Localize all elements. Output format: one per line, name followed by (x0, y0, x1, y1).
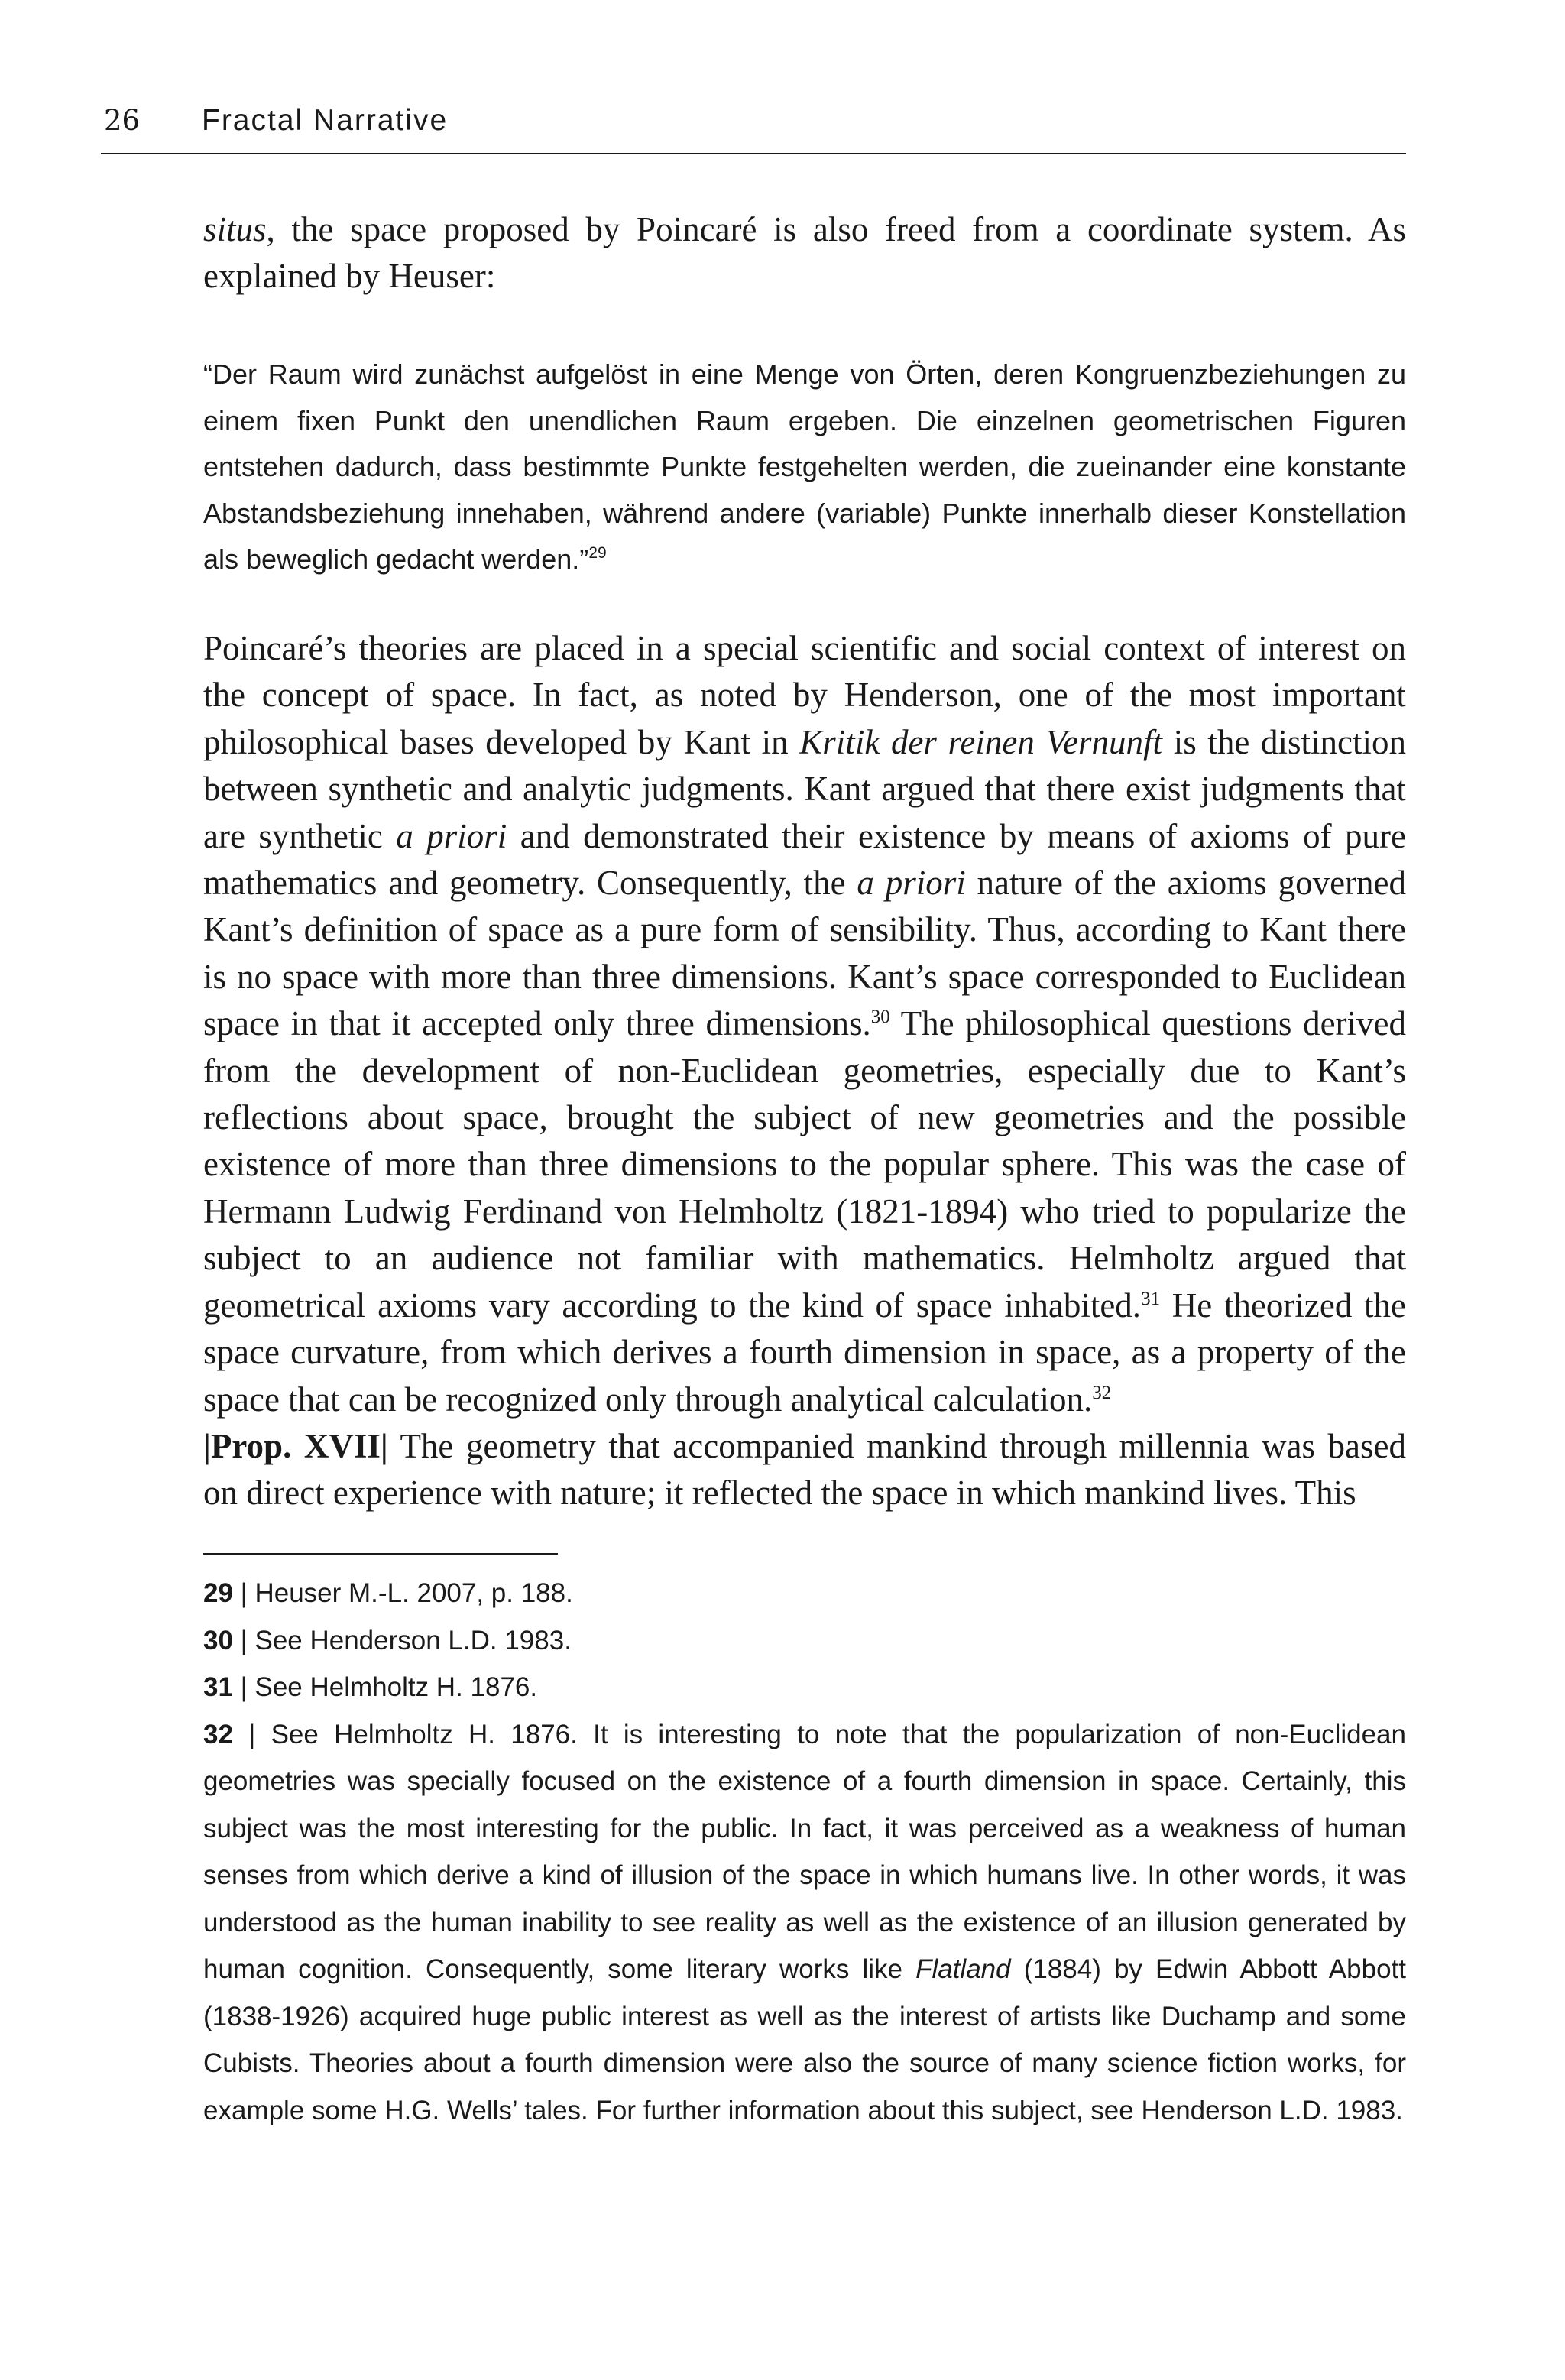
running-header (101, 102, 1406, 154)
quote-text: “Der Raum wird zunächst aufgelöst in eine Menge von Örten, deren Kongruenzbeziehungen zu einem fixen Punkt den unendlichen Raum ergeben. Die einzelnen geometrischen Figuren entstehen dadurch, dass bestimmte Punkte festgehelten werden, die zueinander eine konstante Abstandsbeziehung innehaben, während andere (variable) Punkte innerhalb dieser Konstellation als beweglich gedacht werden.” (203, 358, 1406, 576)
paragraph-text: is the distinction between synthetic and analytic judgments. Kant argued that there exist judgments that are synthetic (203, 722, 1406, 855)
italic-term-a-priori: a priori (396, 816, 507, 855)
footnote-divider (203, 1553, 558, 1555)
page-number: 26 (104, 104, 141, 137)
body-paragraph-1 (203, 206, 1406, 300)
italic-term-a-priori: a priori (857, 864, 966, 903)
footnote-text: | See Helmholtz H. 1876. It is interesting to note that the popularization of non-Euclidean geometries was specially focused on the existence of a fourth dimension in space. Certainly, this subject was the most interesting for the public. In fact, it was perceived as a weakness of human senses from which derive a kind of illusion of the space in which humans live. In other words, it was understood as the human inability to see reality as well as the existence of an illusion generated by human cognition. Consequently, some literary works like (203, 1719, 1406, 1984)
body-paragraph-3 (203, 1423, 1406, 1517)
paragraph-text: , the space proposed by Poincaré is also freed from a coordinate system. As explained by Heuser: (203, 210, 1406, 296)
footnote-ref-31[interactable]: 31 (1141, 1288, 1161, 1309)
footnote-number: 29 (203, 1578, 233, 1608)
footnote-number: 31 (203, 1672, 233, 1702)
paragraph-text: The geometry that accompanied mankind through millennia was based on direct experience with nature; it reflected the space in which mankind lives. This (203, 1427, 1406, 1513)
paragraph-text: He theorized the space curvature, from which derives a fourth dimension in space, as a property of the space that can be recognized only through analytical calculation. (203, 1286, 1406, 1419)
footnotes (203, 1570, 1406, 2134)
footnote-text: (1884) by Edwin Abbott Abbott (1838-1926) acquired huge public interest as well as the interest of artists like Duchamp and some Cubists. Theories about a fourth dimension were also the source of many science fiction works, for example some H.G. Wells’ tales. For further information about this subject, see Henderson L.D. 1983. (203, 1954, 1406, 2125)
paragraph-text: nature of the axioms governed Kant’s definition of space as a pure form of sensibility. Thus, according to Kant there is no space with more than three dimensions. Kant’s space corresponded to Euclidean space in that it accepted only three dimensions. (203, 864, 1407, 1043)
footnote-ref-29[interactable]: 29 (588, 544, 607, 563)
footnote-number: 32 (203, 1719, 233, 1749)
footnote-text: | See Henderson L.D. 1983. (232, 1625, 572, 1655)
italic-term-situs: situs (203, 210, 267, 248)
footnote-text: | See Helmholtz H. 1876. (232, 1672, 538, 1702)
footnote-31 (203, 1664, 1406, 1711)
paragraph-text: The philosophical questions derived from the development of non-Euclidean geometries, especially due to Kant’s reflections about space, brought the subject of new geometries and the possible existence of more than three dimensions to the popular sphere. This was the case of Hermann Ludwig Ferdinand von Helmholtz (1821-1894) who tried to popularize the subject to an audience not familiar with mathematics. Helmholtz argued that geometrical axioms vary according to the kind of space inhabited. (203, 1004, 1406, 1325)
footnote-ref-32[interactable]: 32 (1092, 1382, 1112, 1403)
paragraph-text: Poincaré’s theories are placed in a special scientific and social context of interest on the concept of space. In fact, as noted by Henderson, one of the most important philosophical bases developed by Kant in (203, 629, 1406, 761)
footnote-32 (203, 1711, 1406, 2135)
body-paragraph-2 (203, 625, 1406, 1423)
footnote-29 (203, 1570, 1406, 1617)
paragraph-text: and demonstrated their existence by means of axioms of pure mathematics and geometry. Consequently, the (203, 816, 1406, 903)
italic-title-flatland: Flatland (915, 1954, 1011, 1984)
proposition-label: |Prop. XVII| (203, 1427, 388, 1465)
block-quote (203, 352, 1406, 583)
footnote-ref-30[interactable]: 30 (870, 1007, 890, 1028)
italic-title-kritik: Kritik der reinen Vernunft (799, 722, 1163, 761)
footnote-30 (203, 1617, 1406, 1665)
footnote-text: | Heuser M.-L. 2007, p. 188. (232, 1578, 573, 1608)
running-title: Fractal Narrative (202, 104, 449, 137)
footnote-number: 30 (203, 1625, 233, 1655)
